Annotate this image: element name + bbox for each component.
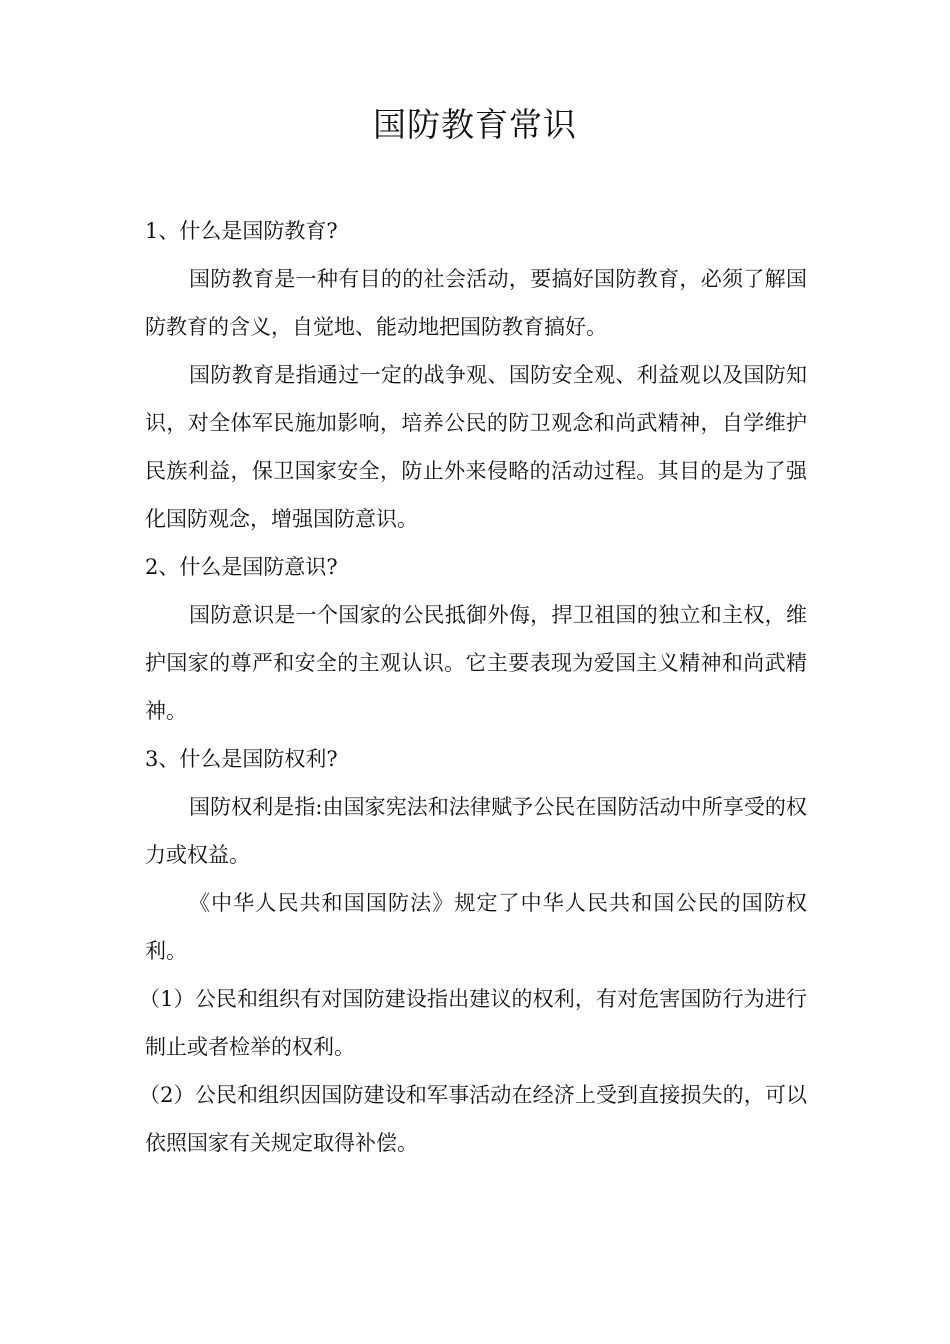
- list-item: （1）公民和组织有对国防建设指出建议的权利，有对危害国防行为进行制止或者检举的权利。: [139, 987, 807, 1059]
- document-title: 国防教育常识: [373, 105, 577, 144]
- body-paragraph: 国防教育是一种有目的的社会活动，要搞好国防教育，必须了解国防教育的含义，自觉地、能动地把国防教育搞好。: [145, 267, 807, 339]
- body-paragraph: 《中华人民共和国国防法》规定了中华人民共和国公民的国防权利。: [145, 891, 807, 963]
- question-heading-3: 3、什么是国防权利?: [145, 747, 338, 771]
- body-paragraph: 国防意识是一个国家的公民抵御外侮，捍卫祖国的独立和主权，维护国家的尊严和安全的主观认识。它主要表现为爱国主义精神和尚武精神。: [145, 603, 807, 723]
- list-item: （2）公民和组织因国防建设和军事活动在经济上受到直接损失的，可以依照国家有关规定取得补偿。: [139, 1083, 807, 1155]
- document-body: [139, 207, 807, 1167]
- body-paragraph: 国防权利是指:由国家宪法和法律赋予公民在国防活动中所享受的权力或权益。: [145, 795, 807, 867]
- question-heading-1: 1、什么是国防教育?: [145, 219, 338, 243]
- question-heading-2: 2、什么是国防意识?: [145, 555, 338, 579]
- body-paragraph: 国防教育是指通过一定的战争观、国防安全观、利益观以及国防知识，对全体军民施加影响，培养公民的防卫观念和尚武精神，自学维护民族利益，保卫国家安全，防止外来侵略的活动过程。其目的是为了强化国防观念，增强国防意识。: [145, 363, 807, 531]
